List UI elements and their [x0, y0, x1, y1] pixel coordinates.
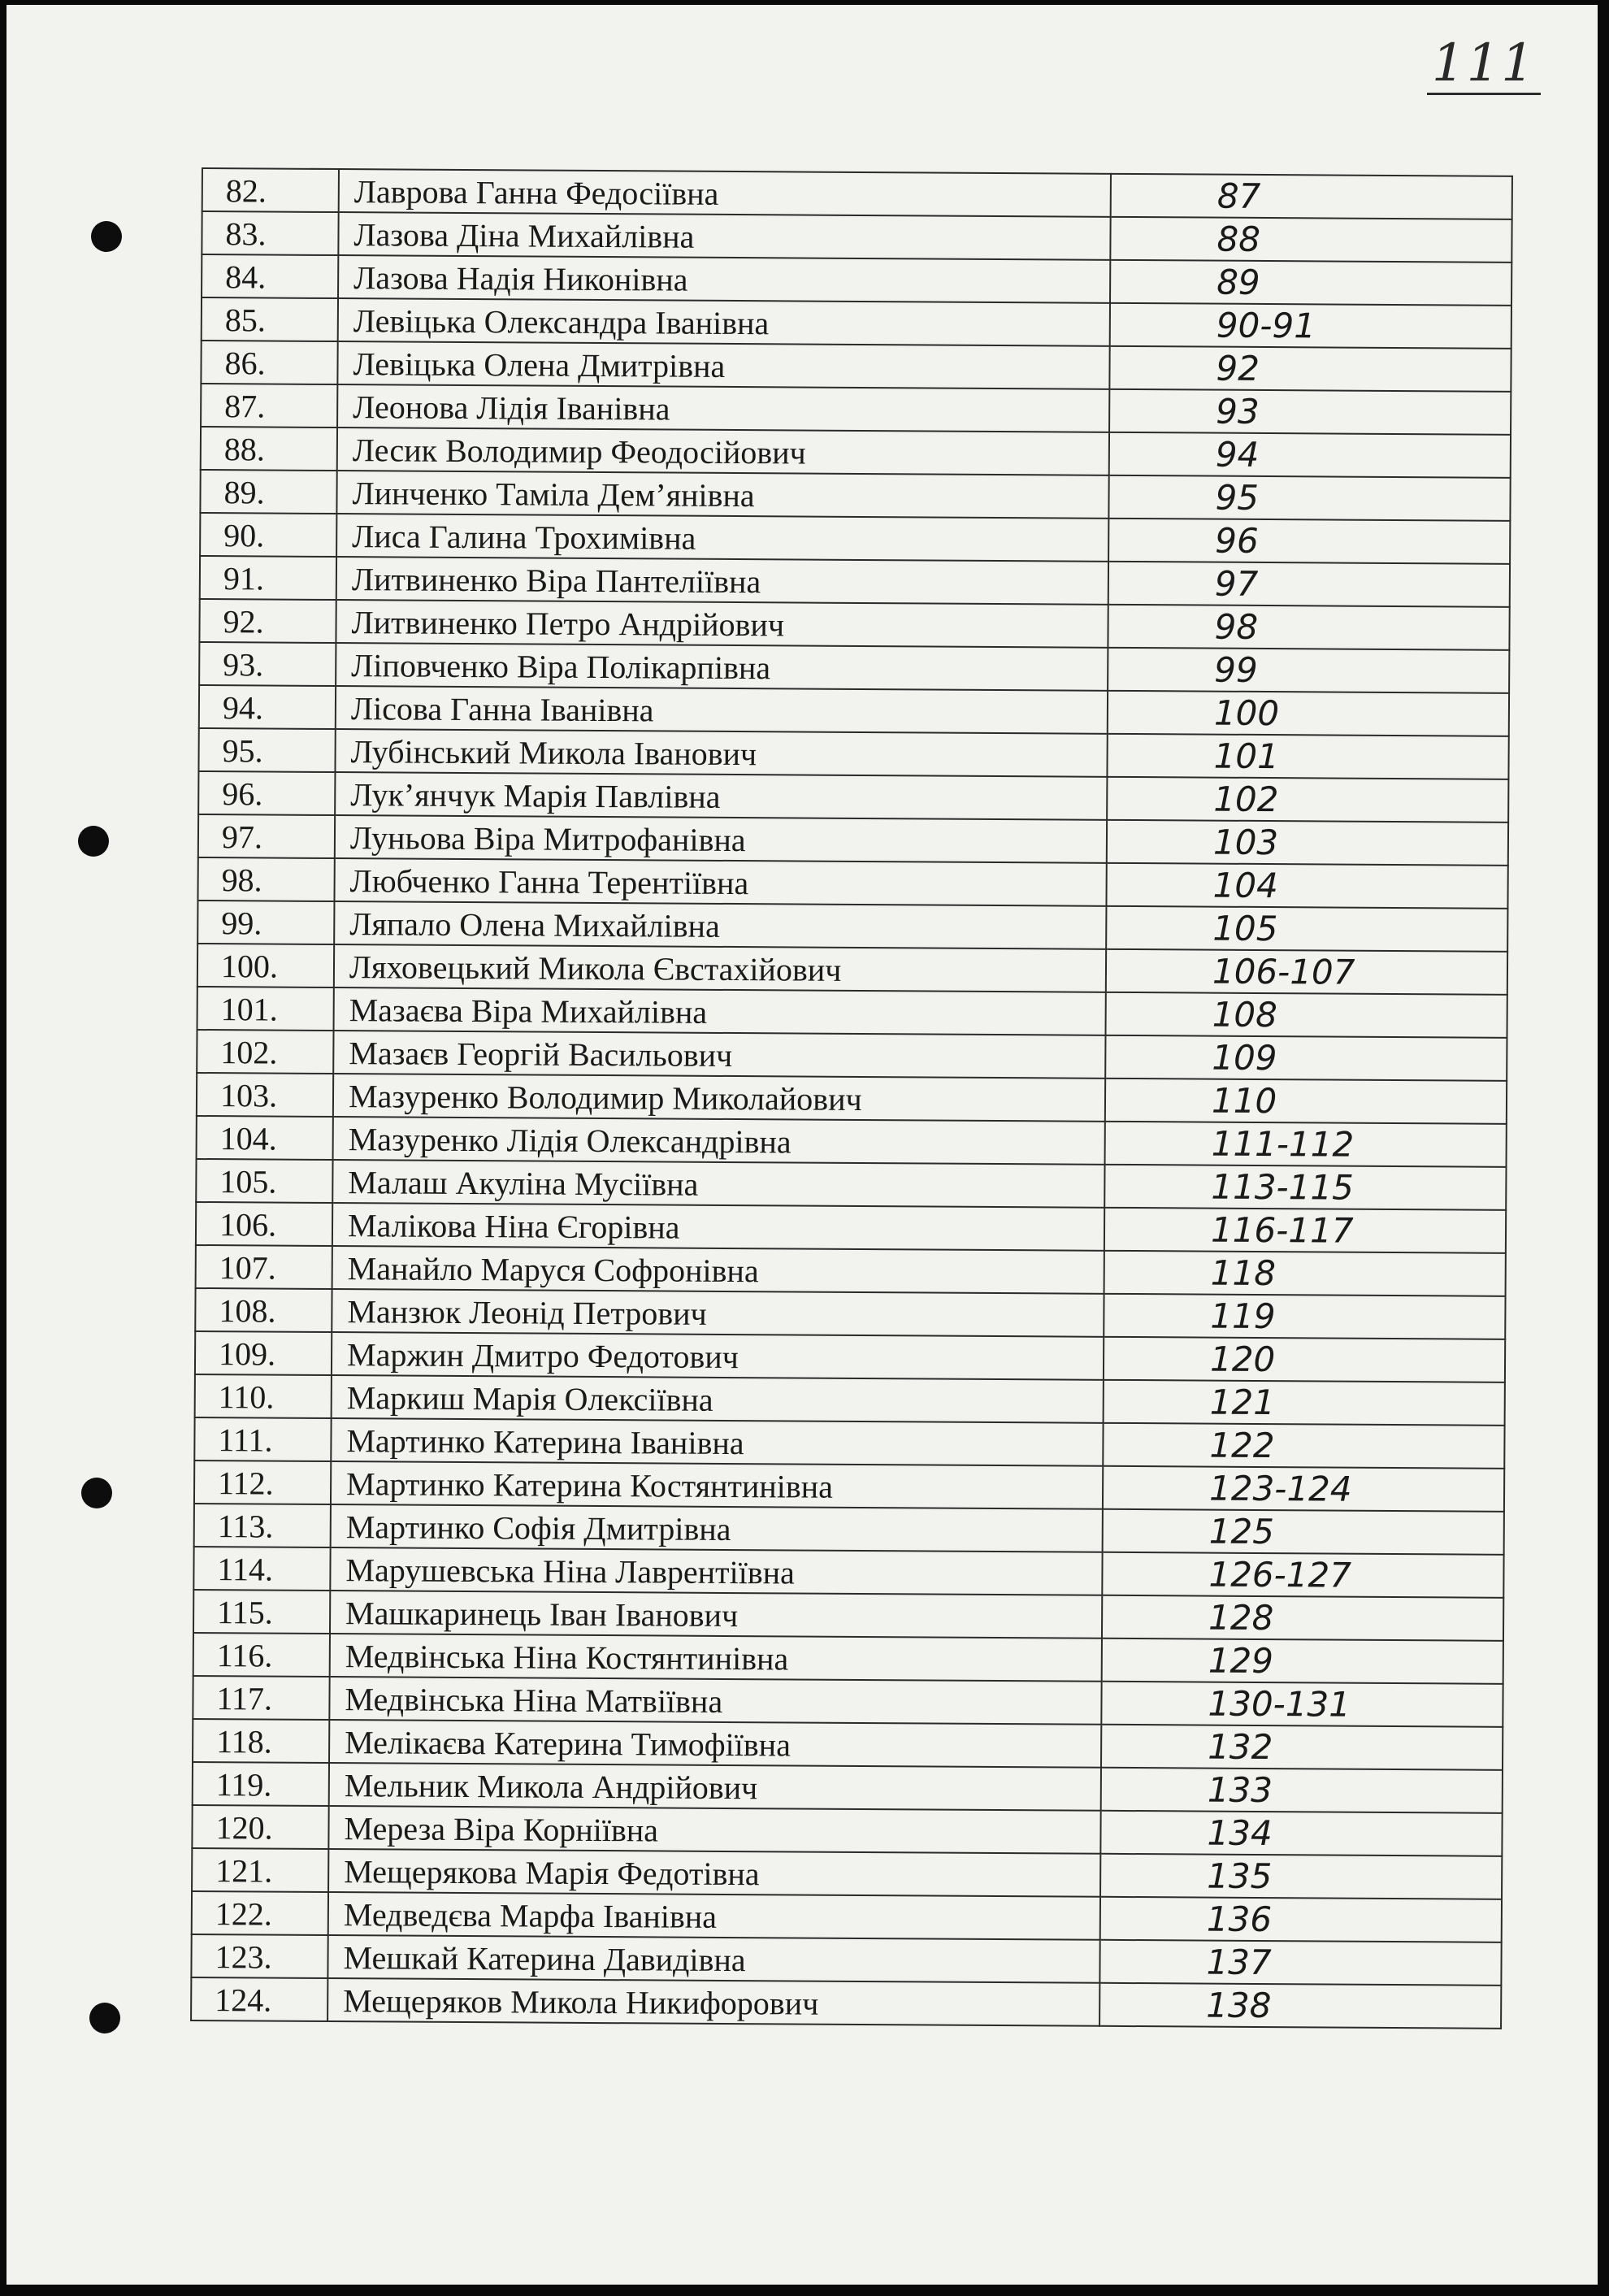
handwritten-page-number: 105 [1106, 906, 1507, 952]
row-number: 88. [201, 427, 337, 471]
table-row [201, 341, 1511, 392]
row-number: 113. [194, 1504, 331, 1547]
person-name: Мелікаєва Катерина Тимофіївна [329, 1720, 1101, 1768]
table-row [197, 1030, 1507, 1081]
person-name: Мельник Микола Андрійович [329, 1763, 1101, 1811]
person-name: Мещеряков Микола Никифорович [327, 1978, 1099, 2026]
table-row [197, 1116, 1507, 1167]
person-name: Лубінський Микола Іванович [335, 729, 1107, 777]
handwritten-page-number: 98 [1108, 605, 1509, 650]
person-name: Мазуренко Володимир Миколайович [333, 1074, 1105, 1122]
person-name: Ляпало Олена Михайлівна [334, 901, 1106, 949]
handwritten-page-number: 102 [1107, 777, 1508, 822]
table-row [201, 384, 1511, 435]
table-row [200, 470, 1510, 521]
handwritten-page-number: 101 [1107, 734, 1508, 779]
table-row [193, 1676, 1503, 1727]
table-row [197, 857, 1507, 909]
row-number: 86. [201, 341, 337, 384]
person-name: Лесик Володимир Феодосійович [337, 428, 1109, 475]
handwritten-page-number: 122 [1103, 1423, 1504, 1469]
handwritten-page-number: 118 [1104, 1251, 1506, 1296]
row-number: 101. [197, 987, 334, 1031]
table-row [196, 1202, 1506, 1253]
handwritten-page-number: 89 [1110, 260, 1511, 306]
handwritten-page-number: 129 [1102, 1638, 1503, 1684]
punch-hole [81, 1478, 112, 1508]
handwritten-page-number: 90-91 [1110, 303, 1511, 349]
row-number: 99. [197, 901, 334, 944]
handwritten-page-number: 87 [1111, 174, 1512, 219]
person-name: Лук’янчук Марія Павлівна [335, 772, 1107, 820]
row-number: 91. [200, 556, 336, 600]
handwritten-page-number: 120 [1104, 1337, 1505, 1382]
table-row [196, 1245, 1506, 1296]
person-name: Маркиш Марія Олексіївна [332, 1375, 1104, 1423]
person-name: Лісова Ганна Іванівна [336, 686, 1108, 734]
row-number: 103. [197, 1073, 333, 1117]
row-number: 108. [195, 1288, 332, 1332]
handwritten-page-number: 121 [1104, 1380, 1505, 1426]
person-name: Манзюк Леонід Петрович [332, 1289, 1104, 1337]
table-row [193, 1719, 1503, 1770]
table-row [202, 297, 1511, 349]
table-row [194, 1504, 1504, 1555]
person-name: Мешкай Катерина Давидівна [327, 1935, 1099, 1983]
row-number: 92. [199, 599, 336, 643]
handwritten-page-number: 116-117 [1104, 1208, 1506, 1253]
person-name: Лаврова Ганна Федосіївна [339, 169, 1111, 217]
person-name: Медведєва Марфа Іванівна [328, 1892, 1100, 1940]
table-row [199, 642, 1509, 693]
person-name: Лазова Надія Никонівна [338, 255, 1110, 303]
person-name: Мартинко Катерина Іванівна [331, 1418, 1103, 1466]
names-table-body [191, 168, 1512, 2029]
row-number: 82. [202, 168, 339, 212]
table-row [191, 1977, 1501, 2029]
handwritten-page-number: 95 [1108, 475, 1510, 521]
person-name: Машкаринець Іван Іванович [330, 1591, 1102, 1638]
table-row [200, 556, 1510, 607]
table-row [197, 901, 1507, 952]
person-name: Леонова Лідія Іванівна [337, 384, 1109, 432]
person-name: Литвиненко Віра Пантеліївна [336, 557, 1108, 605]
handwritten-page-number: 97 [1108, 562, 1510, 607]
person-name: Маржин Дмитро Федотович [332, 1332, 1104, 1380]
row-number: 124. [191, 1977, 327, 2021]
person-name: Мазаєв Георгій Васильович [333, 1031, 1105, 1079]
table-row [195, 1288, 1505, 1339]
person-name: Медвінська Ніна Матвіївна [329, 1677, 1101, 1725]
table-row [193, 1762, 1503, 1813]
person-name: Лазова Діна Михайлівна [338, 212, 1110, 260]
table-row [193, 1633, 1503, 1684]
row-number: 112. [194, 1460, 331, 1504]
handwritten-page-number: 123-124 [1103, 1466, 1504, 1512]
person-name: Мартинко Катерина Костянтинівна [331, 1461, 1103, 1509]
handwritten-page-number: 104 [1106, 863, 1507, 909]
person-name: Литвиненко Петро Андрійович [336, 600, 1108, 648]
row-number: 102. [197, 1030, 333, 1074]
handwritten-page-number: 119 [1104, 1294, 1505, 1339]
person-name: Малікова Ніна Єгорівна [332, 1203, 1104, 1251]
punch-hole [91, 221, 122, 252]
row-number: 107. [196, 1245, 332, 1289]
handwritten-page-number: 134 [1100, 1811, 1502, 1856]
handwritten-page-number: 125 [1103, 1509, 1504, 1555]
handwritten-page-number: 92 [1109, 346, 1511, 392]
row-number: 118. [193, 1719, 329, 1763]
person-name: Мещерякова Марія Федотівна [328, 1849, 1100, 1897]
person-name: Любченко Ганна Терентіївна [334, 858, 1106, 906]
handwritten-page-number: 111-112 [1105, 1122, 1507, 1167]
table-row [194, 1460, 1504, 1512]
person-name: Мазаєва Віра Михайлівна [334, 987, 1106, 1035]
table-row [201, 427, 1511, 478]
person-name: Левіцька Олександра Іванівна [338, 298, 1110, 346]
handwritten-page-number: 109 [1105, 1035, 1507, 1081]
handwritten-page-number: 138 [1099, 1983, 1501, 2029]
row-number: 104. [197, 1116, 333, 1160]
table-row [202, 211, 1511, 263]
table-row [194, 1417, 1504, 1469]
table-row [198, 814, 1508, 866]
row-number: 85. [202, 297, 338, 341]
row-number: 122. [192, 1891, 328, 1935]
row-number: 90. [200, 513, 336, 557]
punch-hole [89, 2003, 120, 2033]
row-number: 120. [192, 1805, 328, 1849]
table-row [197, 944, 1507, 995]
row-number: 117. [193, 1676, 329, 1720]
row-number: 98. [197, 857, 334, 901]
table-row [195, 1374, 1505, 1426]
row-number: 96. [198, 771, 335, 815]
row-number: 119. [193, 1762, 329, 1806]
handwritten-page-number: 96 [1108, 519, 1510, 564]
table-row [197, 1073, 1507, 1124]
handwritten-page-number: 137 [1099, 1940, 1501, 1986]
document-sheet [7, 5, 1598, 2285]
punch-hole [78, 826, 109, 857]
person-name: Малаш Акуліна Мусіївна [332, 1160, 1104, 1208]
person-name: Линченко Таміла Дем’янівна [336, 471, 1108, 519]
row-number: 105. [196, 1159, 332, 1203]
row-number: 123. [191, 1934, 327, 1978]
row-number: 121. [192, 1848, 328, 1892]
table-row [192, 1805, 1502, 1856]
handwritten-page-number: 128 [1102, 1595, 1503, 1641]
handwritten-page-number: 135 [1100, 1854, 1502, 1899]
row-number: 109. [195, 1331, 332, 1375]
row-number: 94. [199, 685, 336, 729]
table-row [198, 728, 1508, 779]
table-row [191, 1934, 1501, 1986]
table-row [199, 599, 1509, 650]
row-number: 89. [200, 470, 336, 514]
handwritten-page-number: 99 [1108, 648, 1509, 693]
handwritten-page-number: 133 [1101, 1768, 1503, 1813]
handwritten-page-number: 113-115 [1104, 1165, 1506, 1210]
row-number: 95. [198, 728, 335, 772]
row-number: 115. [193, 1590, 330, 1634]
row-number: 114. [193, 1547, 330, 1591]
handwritten-page-number: 136 [1100, 1897, 1502, 1942]
person-name: Луньова Віра Митрофанівна [335, 815, 1107, 863]
handwritten-page-number: 106-107 [1106, 949, 1507, 995]
row-number: 106. [196, 1202, 332, 1246]
handwritten-page-number: 130-131 [1101, 1682, 1503, 1727]
table-row [195, 1331, 1505, 1382]
table-row [202, 254, 1511, 306]
sheet-number: 111 [1427, 34, 1541, 95]
person-name: Лиса Галина Трохимівна [336, 514, 1108, 562]
handwritten-page-number: 100 [1108, 691, 1509, 736]
person-name: Медвінська Ніна Костянтинівна [330, 1634, 1102, 1682]
row-number: 116. [193, 1633, 330, 1677]
table-row [193, 1590, 1503, 1641]
handwritten-page-number: 94 [1109, 432, 1511, 478]
handwritten-page-number: 103 [1107, 820, 1508, 866]
table-row [199, 685, 1509, 736]
person-name: Марушевська Ніна Лаврентіївна [330, 1547, 1102, 1595]
row-number: 93. [199, 642, 336, 686]
table-row [202, 168, 1512, 219]
person-name: Мереза Віра Корніївна [328, 1806, 1100, 1854]
row-number: 100. [197, 944, 334, 987]
handwritten-page-number: 110 [1105, 1079, 1507, 1124]
names-table [190, 167, 1513, 2029]
table-row [192, 1891, 1502, 1942]
row-number: 110. [195, 1374, 332, 1418]
row-number: 83. [202, 211, 338, 255]
person-name: Мазуренко Лідія Олександрівна [333, 1117, 1105, 1165]
row-number: 97. [198, 814, 335, 858]
table-row [192, 1848, 1502, 1899]
person-name: Ліповченко Віра Полікарпівна [336, 643, 1108, 691]
person-name: Ляховецький Микола Євстахійович [334, 944, 1106, 992]
handwritten-page-number: 108 [1105, 992, 1507, 1038]
handwritten-page-number: 88 [1110, 217, 1511, 263]
person-name: Манайло Маруся Софронівна [332, 1246, 1104, 1294]
handwritten-page-number: 132 [1101, 1725, 1503, 1770]
row-number: 111. [194, 1417, 331, 1461]
table-row [197, 987, 1507, 1038]
row-number: 84. [202, 254, 338, 298]
table-row [196, 1159, 1506, 1210]
table-row [193, 1547, 1503, 1598]
handwritten-page-number: 93 [1109, 389, 1511, 435]
handwritten-page-number: 126-127 [1102, 1552, 1503, 1598]
row-number: 87. [201, 384, 337, 428]
person-name: Мартинко Софія Дмитрівна [331, 1504, 1103, 1552]
person-name: Левіцька Олена Дмитрівна [337, 341, 1109, 389]
table-row [198, 771, 1508, 822]
table-row [200, 513, 1510, 564]
